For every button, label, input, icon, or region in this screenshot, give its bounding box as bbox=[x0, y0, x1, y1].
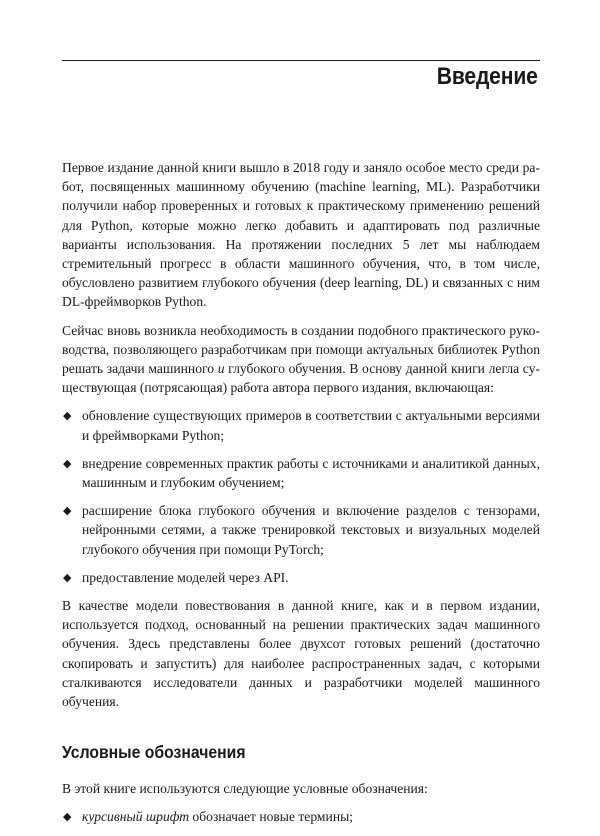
section-title-conventions: Условные обозначения bbox=[62, 742, 246, 763]
convention-term: курсивный шрифт bbox=[82, 809, 190, 825]
chapter-title: Введение bbox=[437, 63, 538, 90]
intro-paragraph-1: Первое издание данной книги вышло в 2018 году и заняло особое место среди работ, посвященных машинному обучению (machine learning, ML). Разработчики получили набор проверенных и готовых к практическому применению решений для Python, которые можно легко добавить и адаптировать под различные варианты использования. На протяжении последних 5 лет мы наблюдаем стремительный прогресс в области машинного обучения, что, в том числе, обусловлено развитием глубокого обучения (deep learning, DL) и связанных с ним DL-фреймворков Python. bbox=[62, 160, 540, 310]
intro-paragraph-2 bbox=[62, 321, 540, 398]
list-item-text: внедрение современных практик работы с источниками и аналитикой данных, машинным и глубоким обучением; bbox=[82, 455, 540, 491]
list-item bbox=[62, 807, 540, 826]
diamond-bullet-icon: ◆ bbox=[63, 810, 72, 824]
list-item-text: предоставление моделей через API. bbox=[82, 569, 289, 585]
list-item bbox=[62, 501, 540, 559]
conventions-list bbox=[62, 807, 540, 826]
intro-paragraph-3: В качестве модели повествования в данной книге, как и в первом издании, используется подход, основанный на решении практических задач машинного обучения. Здесь представлены более двухсот готовых решений (достаточно скопировать и запустить) для наиболее распространенных задач, с которыми сталкиваются исследователи данных и разработчики моделей машинного обучения. bbox=[62, 598, 540, 710]
intro-paragraph-2-start: Сейчас вновь возникла необходимость в создании подобного практического руководства, позволяющего разработчикам при помощи актуальных библиотек Python решать задачи машинного bbox=[62, 322, 540, 377]
conventions-intro: В этой книге используются следующие условные обозначения: bbox=[62, 781, 428, 797]
features-list bbox=[62, 406, 540, 587]
list-item bbox=[62, 454, 540, 492]
list-item bbox=[62, 406, 540, 444]
convention-description: обозначает новые термины; bbox=[189, 809, 353, 825]
intro-paragraph-2-emphasis: и bbox=[217, 361, 225, 377]
diamond-bullet-icon: ◆ bbox=[63, 570, 72, 584]
intro-paragraph-2-end: глубокого обучения. В основу данной книги легла существующая (потрясающая) работа автора первого издания, включающая: bbox=[62, 361, 540, 396]
page-content bbox=[62, 158, 540, 836]
diamond-bullet-icon: ◆ bbox=[63, 504, 72, 518]
diamond-bullet-icon: ◆ bbox=[63, 456, 72, 470]
list-item-text: расширение блока глубокого обучения и включение разделов с тензорами, нейронными сетями, а также тренировкой текстовых и визуальных моделей глубокого обучения при помощи PyTorch; bbox=[82, 503, 540, 557]
list-item-text: обновление существующих примеров в соответствии с актуальными версиями и фреймворками Python; bbox=[82, 408, 540, 443]
list-item bbox=[62, 568, 540, 587]
diamond-bullet-icon: ◆ bbox=[63, 409, 72, 423]
